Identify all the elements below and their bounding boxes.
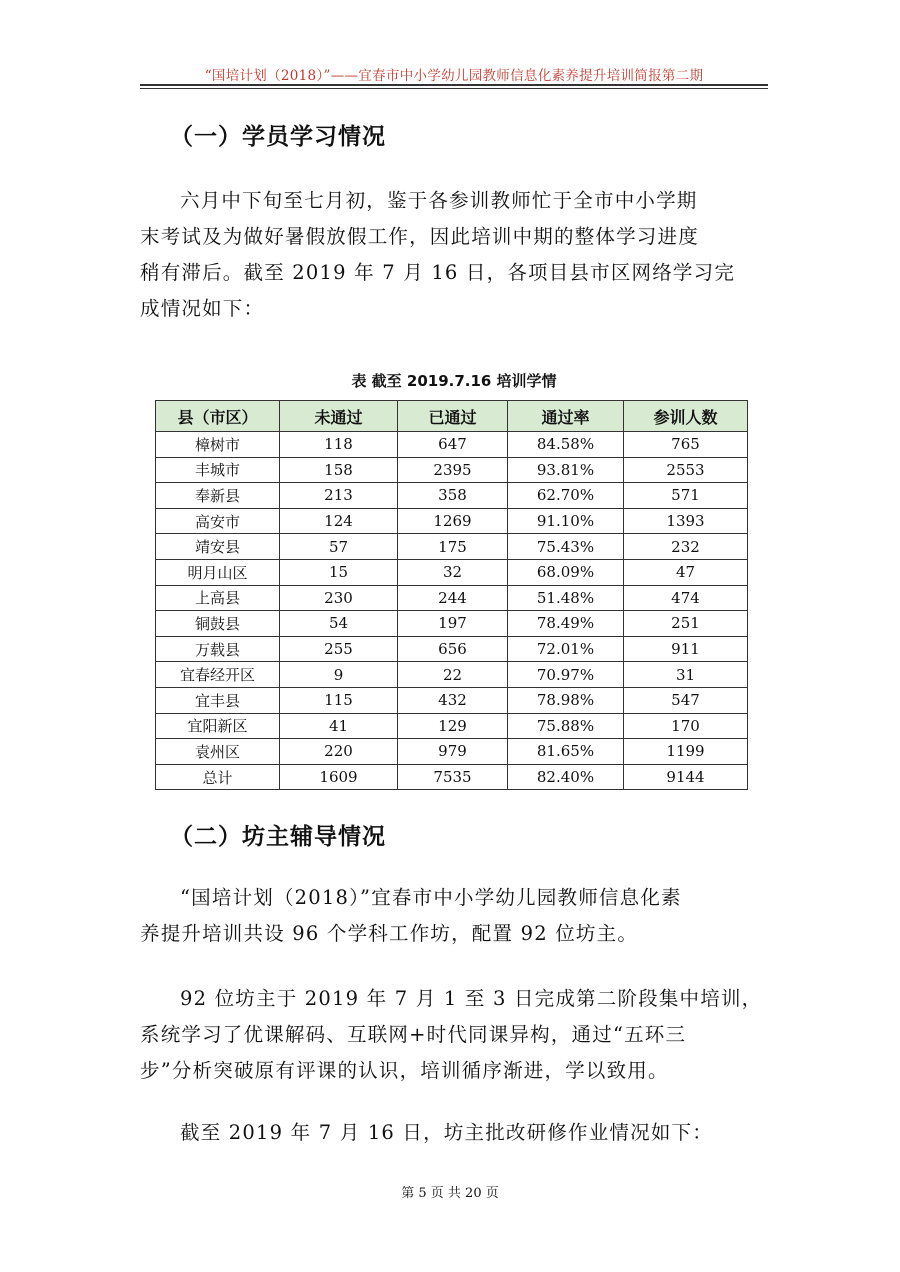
table-cell: 547: [624, 687, 748, 713]
table-row: [156, 764, 748, 790]
table-cell: 51.48%: [508, 585, 624, 611]
table-row: [156, 687, 748, 713]
table-row: [156, 636, 748, 662]
table-row: [156, 559, 748, 585]
table-row: [156, 457, 748, 483]
table-cell: 129: [398, 713, 508, 739]
table-header-cell: 已通过: [398, 401, 508, 432]
table-cell: 115: [280, 687, 398, 713]
section1-line-2: 末考试及为做好暑假放假工作，因此培训中期的整体学习进度: [140, 225, 699, 248]
table-row: [156, 662, 748, 688]
table-cell: 232: [624, 534, 748, 560]
table-cell: 明月山区: [156, 559, 280, 585]
table-cell: 84.58%: [508, 432, 624, 458]
table-cell: 571: [624, 483, 748, 509]
table-cell: 75.88%: [508, 713, 624, 739]
table-cell: 432: [398, 687, 508, 713]
section2-p2-line-2: 系统学习了优课解码、互联网+时代同课异构，通过“五环三: [140, 1023, 687, 1046]
table-cell: 244: [398, 585, 508, 611]
table-cell: 72.01%: [508, 636, 624, 662]
table-cell: 宜丰县: [156, 687, 280, 713]
table-cell: 32: [398, 559, 508, 585]
table-cell: 62.70%: [508, 483, 624, 509]
table-cell: 高安市: [156, 508, 280, 534]
section1-line-3: 稍有滞后。截至 2019 年 7 月 16 日，各项目县市区网络学习完: [140, 261, 736, 284]
table-cell: 31: [624, 662, 748, 688]
table-row: [156, 432, 748, 458]
section2-heading: （二）坊主辅导情况: [170, 824, 386, 850]
table-cell: 奉新县: [156, 483, 280, 509]
training-table: [155, 400, 748, 790]
section2-p1-line-1: “国培计划（2018）”宜春市中小学幼儿园教师信息化素: [180, 886, 682, 909]
table-cell: 175: [398, 534, 508, 560]
table-row: [156, 585, 748, 611]
table-row: [156, 534, 748, 560]
table-row: [156, 508, 748, 534]
table-cell: 93.81%: [508, 457, 624, 483]
table-header-cell: 参训人数: [624, 401, 748, 432]
table-row: [156, 739, 748, 765]
page-header: “国培计划（2018）”——宜春市中小学幼儿园教师信息化素养提升培训简报第二期: [204, 68, 704, 84]
table-cell: 170: [624, 713, 748, 739]
table-cell: 9: [280, 662, 398, 688]
table-cell: 15: [280, 559, 398, 585]
table-cell: 丰城市: [156, 457, 280, 483]
section2-p1-line-2: 养提升培训共设 96 个学科工作坊，配置 92 位坊主。: [140, 922, 639, 945]
table-row: [156, 713, 748, 739]
section1-heading: （一）学员学习情况: [170, 124, 386, 150]
table-cell: 358: [398, 483, 508, 509]
table-cell: 78.49%: [508, 611, 624, 637]
section2-paragraph-2: [140, 981, 763, 1089]
table-cell: 41: [280, 713, 398, 739]
table-cell: 1393: [624, 508, 748, 534]
table-header-row: [156, 401, 748, 432]
table-cell: 251: [624, 611, 748, 637]
table-cell: 197: [398, 611, 508, 637]
table-cell: 宜春经开区: [156, 662, 280, 688]
table-cell: 911: [624, 636, 748, 662]
table-cell: 铜鼓县: [156, 611, 280, 637]
table-cell: 78.98%: [508, 687, 624, 713]
table-cell: 54: [280, 611, 398, 637]
table-cell: 647: [398, 432, 508, 458]
header-rule-thin: [140, 88, 768, 89]
table-cell: 656: [398, 636, 508, 662]
table-cell: 765: [624, 432, 748, 458]
section2-p2-line-1: 92 位坊主于 2019 年 7 月 1 至 3 日完成第二阶段集中培训，: [180, 987, 763, 1010]
table-cell: 70.97%: [508, 662, 624, 688]
table-cell: 474: [624, 585, 748, 611]
table-header-cell: 未通过: [280, 401, 398, 432]
table-cell: 979: [398, 739, 508, 765]
table-cell: 118: [280, 432, 398, 458]
table-cell: 75.43%: [508, 534, 624, 560]
table-cell: 1199: [624, 739, 748, 765]
table-cell: 2395: [398, 457, 508, 483]
table-cell: 7535: [398, 764, 508, 790]
section2-paragraph-3: [140, 1115, 760, 1151]
table-cell: 22: [398, 662, 508, 688]
table-cell: 宜阳新区: [156, 713, 280, 739]
section1-line-1: 六月中下旬至七月初，鉴于各参训教师忙于全市中小学期: [180, 189, 698, 212]
table-cell: 万载县: [156, 636, 280, 662]
table-cell: 158: [280, 457, 398, 483]
table-cell: 124: [280, 508, 398, 534]
table-header-cell: 县（市区）: [156, 401, 280, 432]
table-row: [156, 611, 748, 637]
table-cell: 9144: [624, 764, 748, 790]
table-cell: 1269: [398, 508, 508, 534]
table-header-cell: 通过率: [508, 401, 624, 432]
table-caption: 表 截至 2019.7.16 培训学情: [351, 372, 557, 390]
table-cell: 230: [280, 585, 398, 611]
table-cell: 2553: [624, 457, 748, 483]
table-cell: 樟树市: [156, 432, 280, 458]
table-cell: 靖安县: [156, 534, 280, 560]
table-cell: 213: [280, 483, 398, 509]
table-cell: 1609: [280, 764, 398, 790]
table-cell: 255: [280, 636, 398, 662]
table-cell: 袁州区: [156, 739, 280, 765]
section2-p2-line-3: 步”分析突破原有评课的认识，培训循序渐进，学以致用。: [140, 1059, 669, 1082]
table-row: [156, 483, 748, 509]
table-cell: 总计: [156, 764, 280, 790]
section2-p3-line-1: 截至 2019 年 7 月 16 日，坊主批改研修作业情况如下：: [180, 1121, 713, 1144]
section1-paragraph: [140, 183, 760, 327]
section1-line-4: 成情况如下：: [140, 297, 265, 320]
table-cell: 91.10%: [508, 508, 624, 534]
table-cell: 上高县: [156, 585, 280, 611]
table-cell: 81.65%: [508, 739, 624, 765]
table-cell: 57: [280, 534, 398, 560]
table-cell: 47: [624, 559, 748, 585]
table-cell: 68.09%: [508, 559, 624, 585]
table-body: [156, 432, 748, 790]
table-cell: 220: [280, 739, 398, 765]
page-footer: 第 5 页 共 20 页: [401, 1186, 499, 1201]
table-cell: 82.40%: [508, 764, 624, 790]
header-rule-thick: [140, 84, 768, 86]
section2-paragraph-1: [140, 880, 760, 952]
